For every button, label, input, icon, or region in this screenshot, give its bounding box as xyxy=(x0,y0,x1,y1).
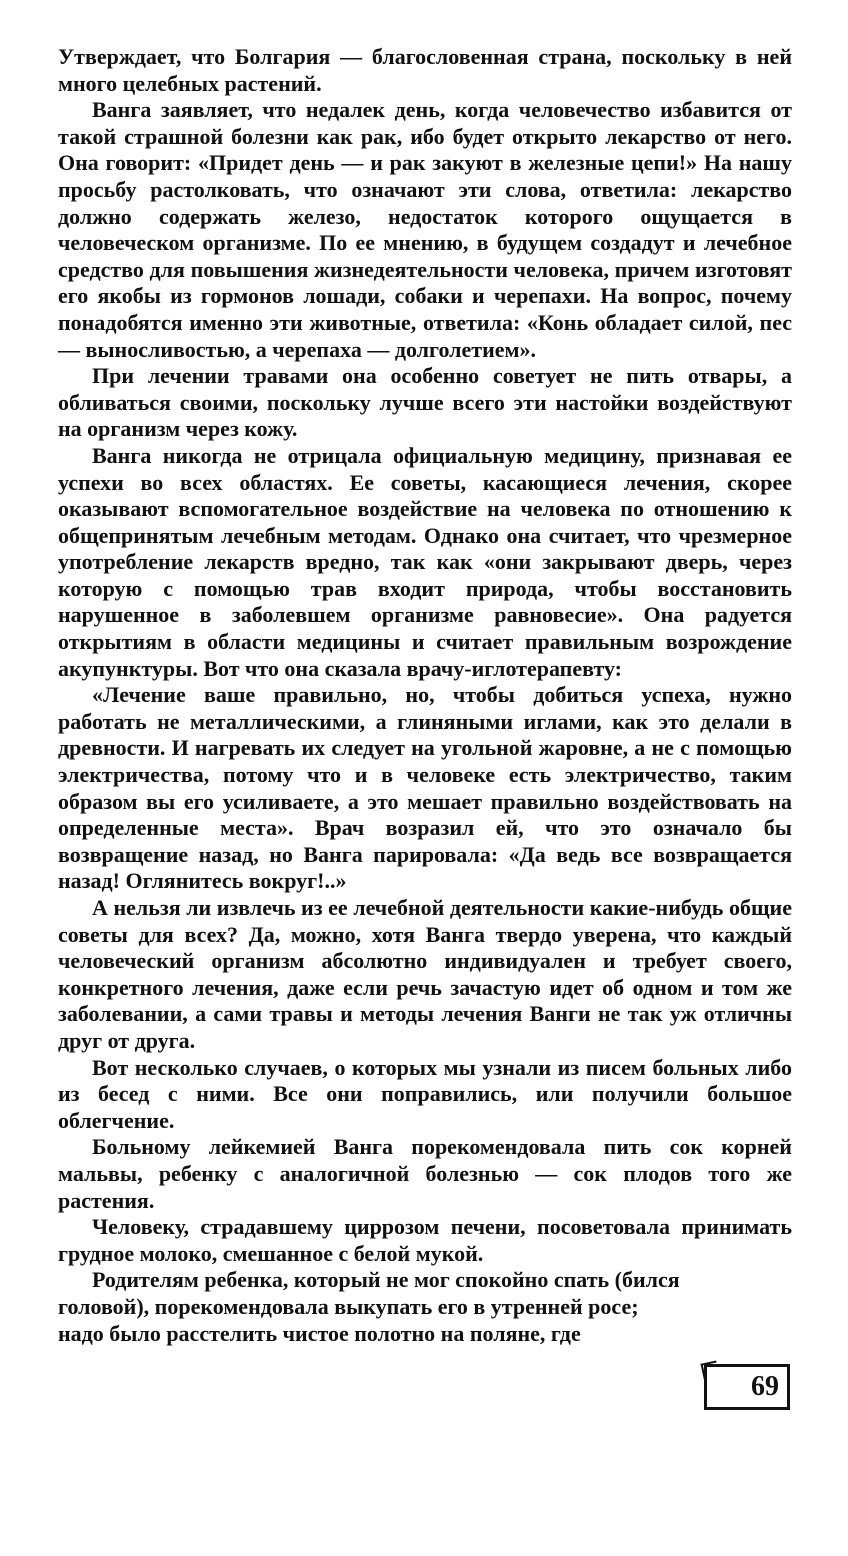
page-body xyxy=(58,44,792,1347)
paragraph-6: А нельзя ли извлечь из ее лечебной деятельности какие-нибудь общие советы для всех? Да, можно, хотя Ванга твердо уверена, что каждый человеческий организм абсолютно индивидуален и требует своего, конкретного лечения, даже если речь зачастую идет об одном и том же заболевании, а сами травы и методы лечения Ванги не так уж отличны друг от друга. xyxy=(58,895,792,1053)
paragraph-4: Ванга никогда не отрицала официальную медицину, признавая ее успехи во всех областях. Ее советы, касающиеся лечения, скорее оказывают вспомогательное воздействие на человека по отношению к общепринятым лечебным методам. Однако она считает, что чрезмерное употребление лекарств вредно, так как «они закрывают дверь, через которую с помощью трав входит природа, чтобы восстановить нарушенное в заболевшем организме равновесие». Она радуется открытиям в области медицины и считает правильным возрождение акупунктуры. Вот что она сказала врачу-иглотерапевту: xyxy=(58,442,792,681)
paragraph-2: Ванга заявляет, что недалек день, когда человечество избавится от такой страшной болезни как рак, ибо будет открыто лекарство от него. Она говорит: «Придет день — и рак закуют в железные цепи!» На нашу просьбу растолковать, что означают эти слова, ответила: лекарство должно содержать железо, недостаток которого ощущается в человеческом организме. По ее мнению, в будущем создадут и лечебное средство для повышения жизнедеятельности человека, причем изготовят его якобы из гормонов лошади, собаки и черепахи. На вопрос, почему понадобятся именно эти животные, ответила: «Конь обладает силой, пес — выносливостью, а черепаха — долголетием». xyxy=(58,97,792,362)
page-number: 69 xyxy=(704,1364,790,1410)
paragraph-8: Больному лейкемией Ванга порекомендовала пить сок корней мальвы, ребенку с аналогичной болезнью — сок плодов того же растения. xyxy=(58,1134,792,1213)
paragraph-3: При лечении травами она особенно советует не пить отвары, а обливаться своими, поскольку лучше всего эти настойки воздействуют на организм через кожу. xyxy=(58,363,792,442)
paragraph-1: Утверждает, что Болгария — благословенная страна, поскольку в ней много целебных растений. xyxy=(58,44,792,96)
paragraph-10: Родителям ребенка, который не мог спокойно спать (бился головой), порекомендовала выкупать его в утренней росе; надо было расстелить чистое полотно на поляне, где xyxy=(58,1267,680,1346)
paragraph-5: «Лечение ваше правильно, но, чтобы добиться успеха, нужно работать не металлическими, а глиняными иглами, как это делали в древности. И нагревать их следует на угольной жаровне, а не с помощью электричества, потому что и в человеке есть электричество, таким образом вы его усиливаете, а это мешает правильно воздействовать на определенные места». Врач возразил ей, что это означало бы возвращение назад, но Ванга парировала: «Да ведь все возвращается назад! Оглянитесь вокруг!..» xyxy=(58,682,792,894)
paragraph-7: Вот несколько случаев, о которых мы узнали из писем больных либо из бесед с ними. Все они поправились, или получили большое облегчение. xyxy=(58,1054,792,1133)
paragraph-9: Человеку, страдавшему циррозом печени, посоветовала принимать грудное молоко, смешанное с белой мукой. xyxy=(58,1214,792,1266)
